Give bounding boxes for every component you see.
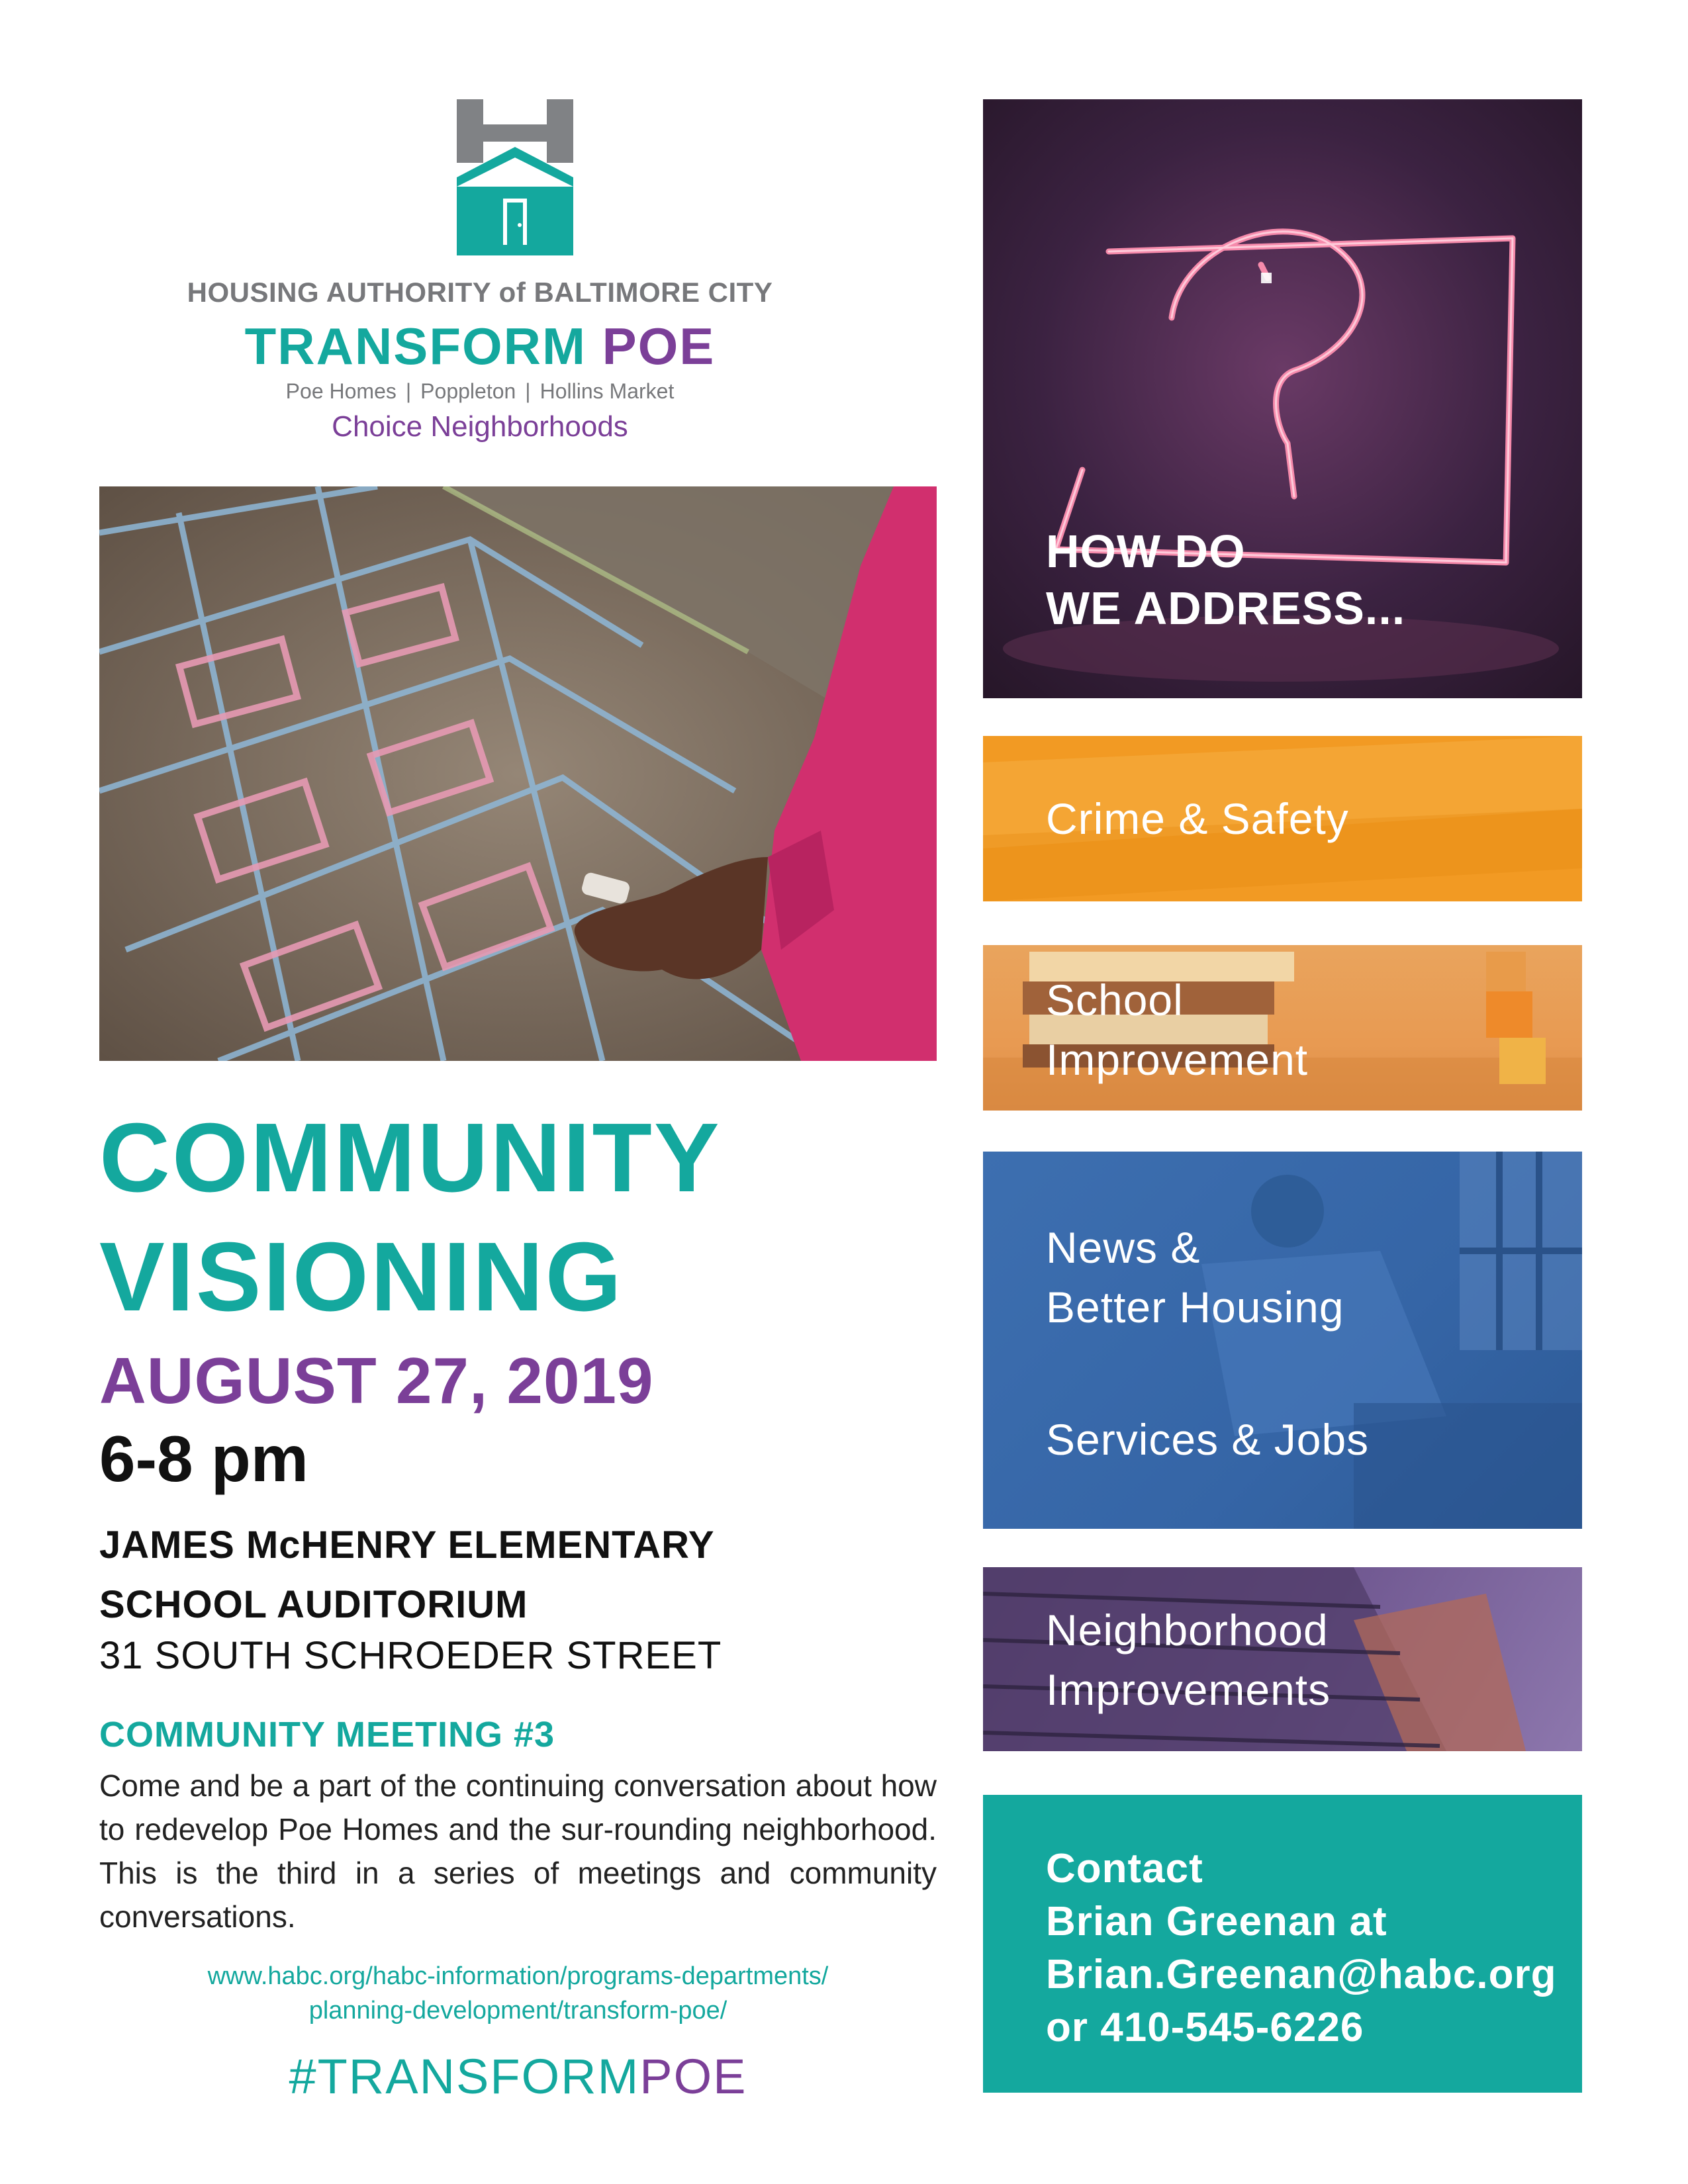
crime-safety-label: Crime & Safety <box>1046 794 1349 843</box>
contact-email[interactable]: Brian.Greenan@habc.org <box>1046 1952 1557 1997</box>
hashtag-transform: #TRANSFORM <box>289 2049 640 2104</box>
venue-line-2: SCHOOL AUDITORIUM <box>99 1583 528 1626</box>
headline-line-2: VISIONING <box>99 1222 624 1332</box>
event-date: AUGUST 27, 2019 <box>99 1344 654 1417</box>
program-areas <box>99 379 861 404</box>
question-line-2: WE ADDRESS... <box>1046 582 1406 634</box>
contact-name: Brian Greenan at <box>1046 1899 1387 1944</box>
school-improvement-panel <box>983 945 1582 1111</box>
house-h-logo-icon <box>457 99 573 255</box>
area-poe-homes: Poe Homes <box>285 379 397 403</box>
neighborhood-line-1: Neighborhood <box>1046 1606 1329 1655</box>
program-title-poe: POE <box>602 317 716 375</box>
program-subtitle: Choice Neighborhoods <box>332 410 628 443</box>
event-time: 6-8 pm <box>99 1422 308 1495</box>
question-heading <box>1046 523 1405 637</box>
news-housing-heading <box>1046 1218 1344 1337</box>
crime-safety-panel <box>983 736 1582 901</box>
hashtag <box>99 2048 937 2105</box>
area-separator: | <box>405 379 412 403</box>
event-address: 31 SOUTH SCHROEDER STREET <box>99 1634 722 1677</box>
meeting-title: COMMUNITY MEETING #3 <box>99 1715 555 1754</box>
habc-logo <box>457 99 573 255</box>
news-line-1: News & <box>1046 1223 1201 1272</box>
event-headline <box>99 1099 960 1337</box>
neighborhood-panel <box>983 1567 1582 1751</box>
program-title-transform: TRANSFORM <box>244 317 602 375</box>
contact-phone[interactable]: or 410-545-6226 <box>1046 2005 1364 2050</box>
neighborhood-heading <box>1046 1600 1331 1719</box>
contact-info <box>1046 1843 1557 2054</box>
url-line-1[interactable]: www.habc.org/habc-information/programs-departments/ <box>207 1962 829 1990</box>
contact-panel <box>983 1795 1582 2093</box>
area-separator: | <box>525 379 531 403</box>
chalk-drawing-photo <box>99 486 937 1061</box>
school-improvement-heading <box>1046 970 1308 1089</box>
school-line-1: School <box>1046 976 1184 1024</box>
news-line-2: Better Housing <box>1046 1283 1344 1332</box>
url-line-2[interactable]: planning-development/transform-poe/ <box>308 1997 727 2025</box>
headline-line-1: COMMUNITY <box>99 1103 722 1212</box>
services-jobs-label: Services & Jobs <box>1046 1415 1370 1464</box>
hashtag-poe: POE <box>639 2049 747 2104</box>
venue-line-1: JAMES McHENRY ELEMENTARY <box>99 1524 715 1567</box>
area-poppleton: Poppleton <box>420 379 516 403</box>
contact-heading: Contact <box>1046 1846 1203 1891</box>
worker-photo-icon <box>983 1152 1582 1529</box>
area-hollins-market: Hollins Market <box>539 379 675 403</box>
org-name: HOUSING AUTHORITY of BALTIMORE CITY <box>187 277 773 308</box>
school-line-2: Improvement <box>1046 1035 1309 1084</box>
neighborhood-line-2: Improvements <box>1046 1665 1331 1714</box>
question-line-1: HOW DO <box>1046 525 1246 577</box>
question-panel <box>983 99 1582 698</box>
meeting-description: Come and be a part of the continuing conversation about how to redevelop Poe Homes and the sur-rounding neighborhood. This is the third in a series of meetings and community conversations. <box>99 1768 937 1934</box>
program-url[interactable] <box>99 1959 937 2028</box>
event-venue <box>99 1516 715 1635</box>
housing-jobs-panel <box>983 1152 1582 1529</box>
program-title <box>99 317 861 375</box>
